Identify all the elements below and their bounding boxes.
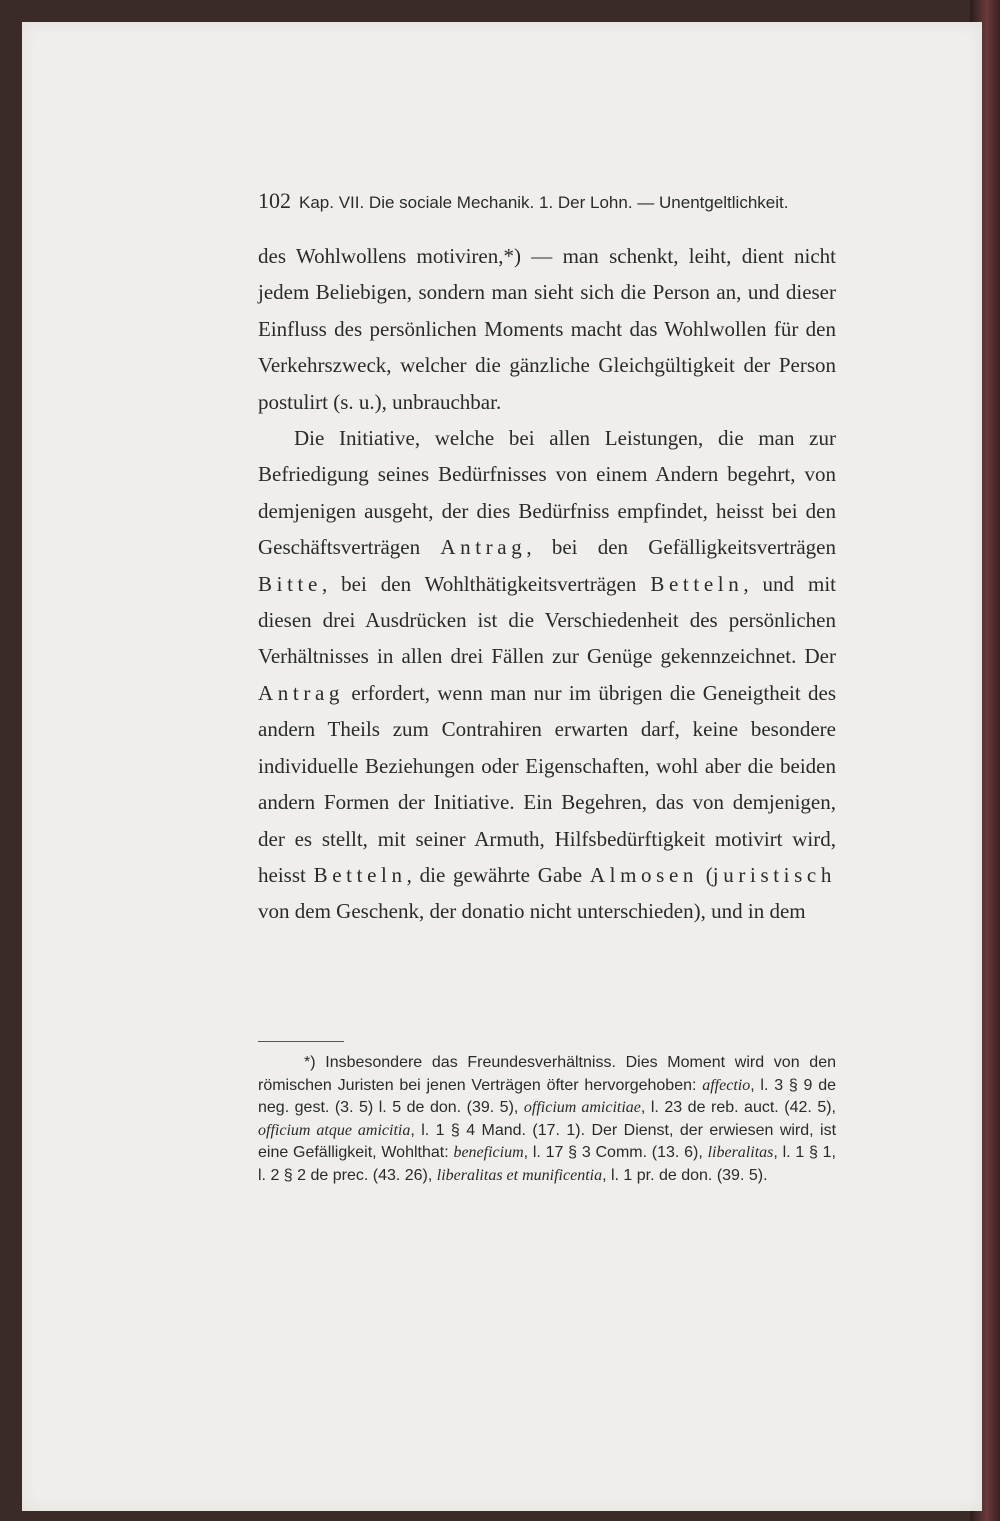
text-run: , l. 3 § 9 de neg. gest. (3. 5) l. 5 de don. (39. 5), [258,1076,836,1117]
spaced-term: juristisch [712,862,836,887]
text-run: , bei den Wohlthätigkeitsverträgen [321,571,651,596]
text-run: , und mit diesen drei Ausdrücken ist die Verschiedenheit des persönlichen Verhältnisses in allen drei Fällen zur Genüge gekennzeichnet. Der [258,571,836,669]
running-header [258,188,836,214]
text-run: ( [698,862,713,887]
paragraph-2 [258,420,836,930]
text-run: , l. 1 pr. de don. (39. 5). [602,1166,768,1184]
chapter-title: Kap. VII. Die sociale Mechanik. 1. Der Lohn. — Unentgeltlichkeit. [299,193,789,212]
text-run: von dem Geschenk, der donatio nicht unterschieden), und in dem [258,899,806,924]
latin-term: liberalitas [707,1144,774,1162]
paragraph-1: des Wohlwollens motiviren,*) — man schenkt, leiht, dient nicht jedem Beliebigen, sondern man sieht sich die Person an, und dieser Einfluss des persönlichen Moments macht das Wohlwollen für den Verkehrszweck, welcher die gänzliche Gleichgültigkeit der Person postulirt (s. u.), unbrauchbar. [258,244,836,414]
text-run: , l. 1 § 1, l. 2 § 2 de prec. (43. 26), [258,1144,836,1184]
text-run: , l. 23 de reb. auct. (42. 5), [640,1099,837,1117]
spaced-term: Antrag [440,535,527,560]
footnote-text [258,1052,836,1188]
spaced-term: Betteln [650,571,744,596]
footnote [258,1052,836,1188]
latin-term: beneficium [453,1144,524,1162]
latin-term: officium amicitiae [523,1099,641,1117]
latin-term: affectio [702,1076,751,1094]
latin-term: liberalitas et munificentia [436,1166,603,1184]
spaced-term: Antrag [258,680,345,705]
latin-term: officium atque amicitia [258,1121,411,1139]
text-run: , bei den Gefälligkeitsverträgen [526,535,836,560]
spaced-term: Almosen [589,862,699,887]
main-text [258,238,836,930]
footnote-divider [258,1041,344,1042]
text-run: , die gewährte Gabe [406,862,590,887]
text-run: Die Initiative, welche bei allen Leistungen, die man zur Befriedigung seines Bedürfnisses von einem Andern begehrt, von demjenigen ausgeht, der dies Bedürfniss empfindet, heisst bei den Geschäftsverträgen [258,426,836,560]
spaced-term: Bitte [258,571,322,596]
text-run: erfordert, wenn man nur im übrigen die Geneigtheit des andern Theils zum Contrahiren erwarten darf, keine besondere individuelle Beziehungen oder Eigenschaften, wohl aber die beiden andern Formen der Initiative. Ein Begehren, das von demjenigen, der es stellt, mit seiner Armuth, Hilfsbedürftigkeit motivirt wird, heisst [258,680,836,887]
page-number: 102 [258,188,291,213]
spaced-term: Betteln [313,862,407,887]
text-run: , l. 1 § 4 Mand. (17. 1). Der Dienst, der erwiesen wird, ist eine Gefälligkeit, Wohlthat: [258,1121,837,1162]
text-run: *) Insbesondere das Freundesverhältniss. Dies Moment wird von den römischen Juristen bei jenen Verträgen öfter hervorgehoben: [258,1054,836,1094]
text-run: , l. 17 § 3 Comm. (13. 6), [523,1144,708,1162]
